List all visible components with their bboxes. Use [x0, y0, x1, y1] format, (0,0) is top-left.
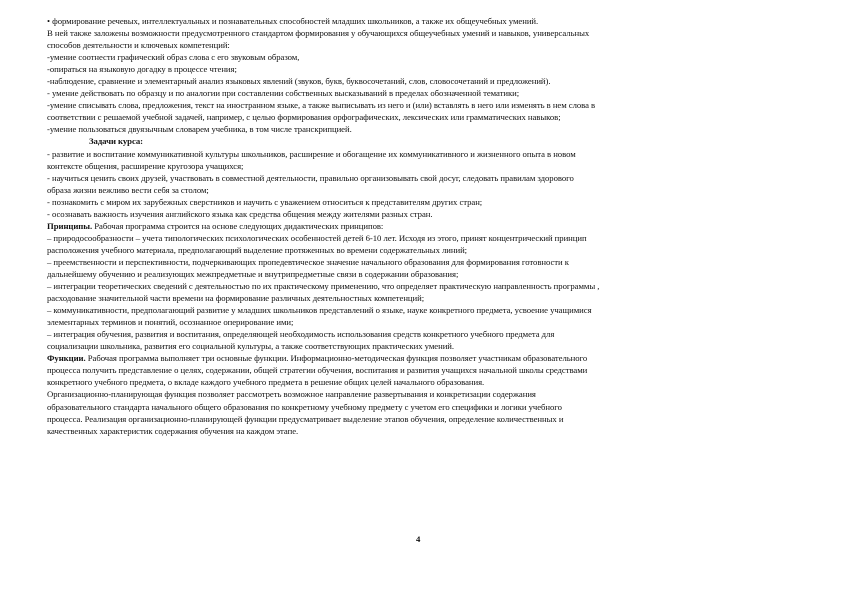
page-number: 4	[416, 534, 421, 544]
line-text: контексте общения, расширение кругозора учащихся;	[47, 160, 244, 171]
line-text: Организационно-планирующая функция позволяет рассмотреть возможное направление развертывания и конкретизации содержания	[47, 389, 536, 400]
text-line	[47, 388, 816, 400]
line-text: – преемственности и перспективности, подчеркивающих пропедевтическое значение начального образования для формирования готовности к	[47, 256, 569, 267]
text-line	[47, 304, 816, 316]
line-text: - познакомить с миром их зарубежных сверстников и научить с уважением относиться к представителям других стран;	[47, 196, 483, 207]
text-line	[47, 184, 816, 196]
text-line	[47, 316, 816, 328]
line-text: процесса. Реализация организационно-планирующей функции предусматривает выделение этапов обучения, определение количественных и	[47, 413, 564, 424]
line-text: расходование значительной части времени на формирование различных деятельностных компетенций;	[47, 293, 425, 304]
heading-line	[47, 220, 816, 232]
text-line	[47, 160, 816, 172]
text-line	[47, 413, 816, 425]
heading-line	[47, 352, 816, 364]
text-line	[47, 292, 816, 304]
text-line	[47, 196, 816, 208]
text-line	[47, 63, 816, 75]
line-text: образа жизни вежливо вести себя за столом;	[47, 184, 209, 195]
line-text: Рабочая программа строится на основе следующих дидактических принципов:	[92, 220, 384, 231]
line-text: В ней также заложены возможности предусмотренного стандартом формирования у обучающихся общеучебных умений и навыков, универсальных	[47, 28, 590, 39]
text-line	[47, 123, 816, 135]
document-body	[47, 15, 816, 437]
line-text: конкретного учебного предмета, о вкладе каждого учебного предмета в решение общих целей начального образования.	[47, 377, 485, 388]
line-text: – интеграция обучения, развития и воспитания, определяющей необходимость использования средств конкретного учебного предмета для	[47, 329, 555, 340]
heading-line	[47, 135, 816, 147]
text-line	[47, 27, 816, 39]
text-line	[47, 376, 816, 388]
line-text: дальнейшему обучению и реализующих межпредметные и внутрипредметные связи в содержании образования;	[47, 268, 459, 279]
line-text: – коммуникативности, предполагающий развитие у младших школьников представлений о языке, науке конкретного предмета, усвоение учащимися	[47, 305, 592, 316]
line-text: -умение пользоваться двуязычным словарем учебника, в том числе транскрипцией.	[47, 124, 352, 135]
text-line	[47, 208, 816, 220]
line-text: -умение соотнести графический образ слова с его звуковым образом,	[47, 52, 300, 63]
text-line	[47, 87, 816, 99]
text-line	[47, 340, 816, 352]
text-line	[47, 280, 816, 292]
text-line	[47, 364, 816, 376]
text-line	[47, 232, 816, 244]
text-line	[47, 256, 816, 268]
line-text: - научиться ценить своих друзей, участвовать в совместной деятельности, правильно организовывать свой досуг, следовать правилам здорового	[47, 172, 574, 183]
text-line	[47, 425, 816, 437]
line-text: способов деятельности и ключевых компетенций:	[47, 40, 230, 51]
text-line	[47, 148, 816, 160]
line-text: -наблюдение, сравнение и элементарный анализ языковых явлений (звуков, букв, буквосочетаний, слов, словосочетаний и предложений).	[47, 76, 551, 87]
line-text: -опираться на языковую догадку в процессе чтения;	[47, 64, 237, 75]
line-text: - осознавать важность изучения английского языка как средства общения между жителями разных стран.	[47, 208, 433, 219]
line-text: Рабочая программа выполняет три основные функции. Информационно-методическая функция позволяет участникам образовательного	[85, 353, 588, 364]
text-line	[47, 244, 816, 256]
line-text: элементарных терминов и понятий, осознанное оперирование ими;	[47, 317, 294, 328]
line-text: социализации школьника, развития его социальной культуры, а также соответствующих практических умений.	[47, 341, 455, 352]
text-line	[47, 111, 816, 123]
text-line	[47, 401, 816, 413]
line-text: -умение списывать слова, предложения, текст на иностранном языке, а также выписывать из него и (или) вставлять в него или изменять в нем слова в	[47, 100, 596, 111]
line-text: - умение действовать по образцу и по аналогии при составлении собственных высказываний в пределах обозначенной тематики;	[47, 88, 520, 99]
line-text: расположения учебного материала, предполагающий выделение протяженных во времени содержательных линий;	[47, 244, 468, 255]
text-line	[47, 15, 816, 27]
line-text: – природосообразности – учета типологических психологических особенностей детей 6-10 лет. Исходя из этого, принят концентрический принцип	[47, 232, 587, 243]
bold-label: Задачи курса:	[89, 136, 144, 147]
line-text: процесса получить представление о целях, содержании, общей стратегии обучения, воспитания и развития учащихся начальной школы средствами	[47, 365, 588, 376]
bold-label: Принципы.	[47, 220, 93, 231]
line-text: - развитие и воспитание коммуникативной культуры школьников, расширение и обогащение их коммуникативного и жизненного опыта в новом	[47, 148, 576, 159]
text-line	[47, 172, 816, 184]
line-text: – интеграции теоретических сведений с деятельностью по их практическому применению, что определяет практическую направленность программы ,	[47, 281, 600, 292]
text-line	[47, 99, 816, 111]
text-line	[47, 51, 816, 63]
text-line	[47, 39, 816, 51]
text-line	[47, 328, 816, 340]
line-text: образовательного стандарта начального общего образования по конкретному учебному предмету с учетом его специфики и логики учебного	[47, 401, 562, 412]
bold-label: Функции.	[47, 353, 86, 364]
text-line	[47, 268, 816, 280]
line-text: соответствии с решаемой учебной задачей, например, с целью формирования орфографических, лексических или грамматических навыков;	[47, 112, 561, 123]
line-text: • формирование речевых, интеллектуальных и познавательных способностей младших школьников, а также их общеучебных умений.	[47, 16, 539, 26]
line-text: качественных характеристик содержания обучения на каждом этапе.	[47, 425, 299, 436]
text-line	[47, 75, 816, 87]
